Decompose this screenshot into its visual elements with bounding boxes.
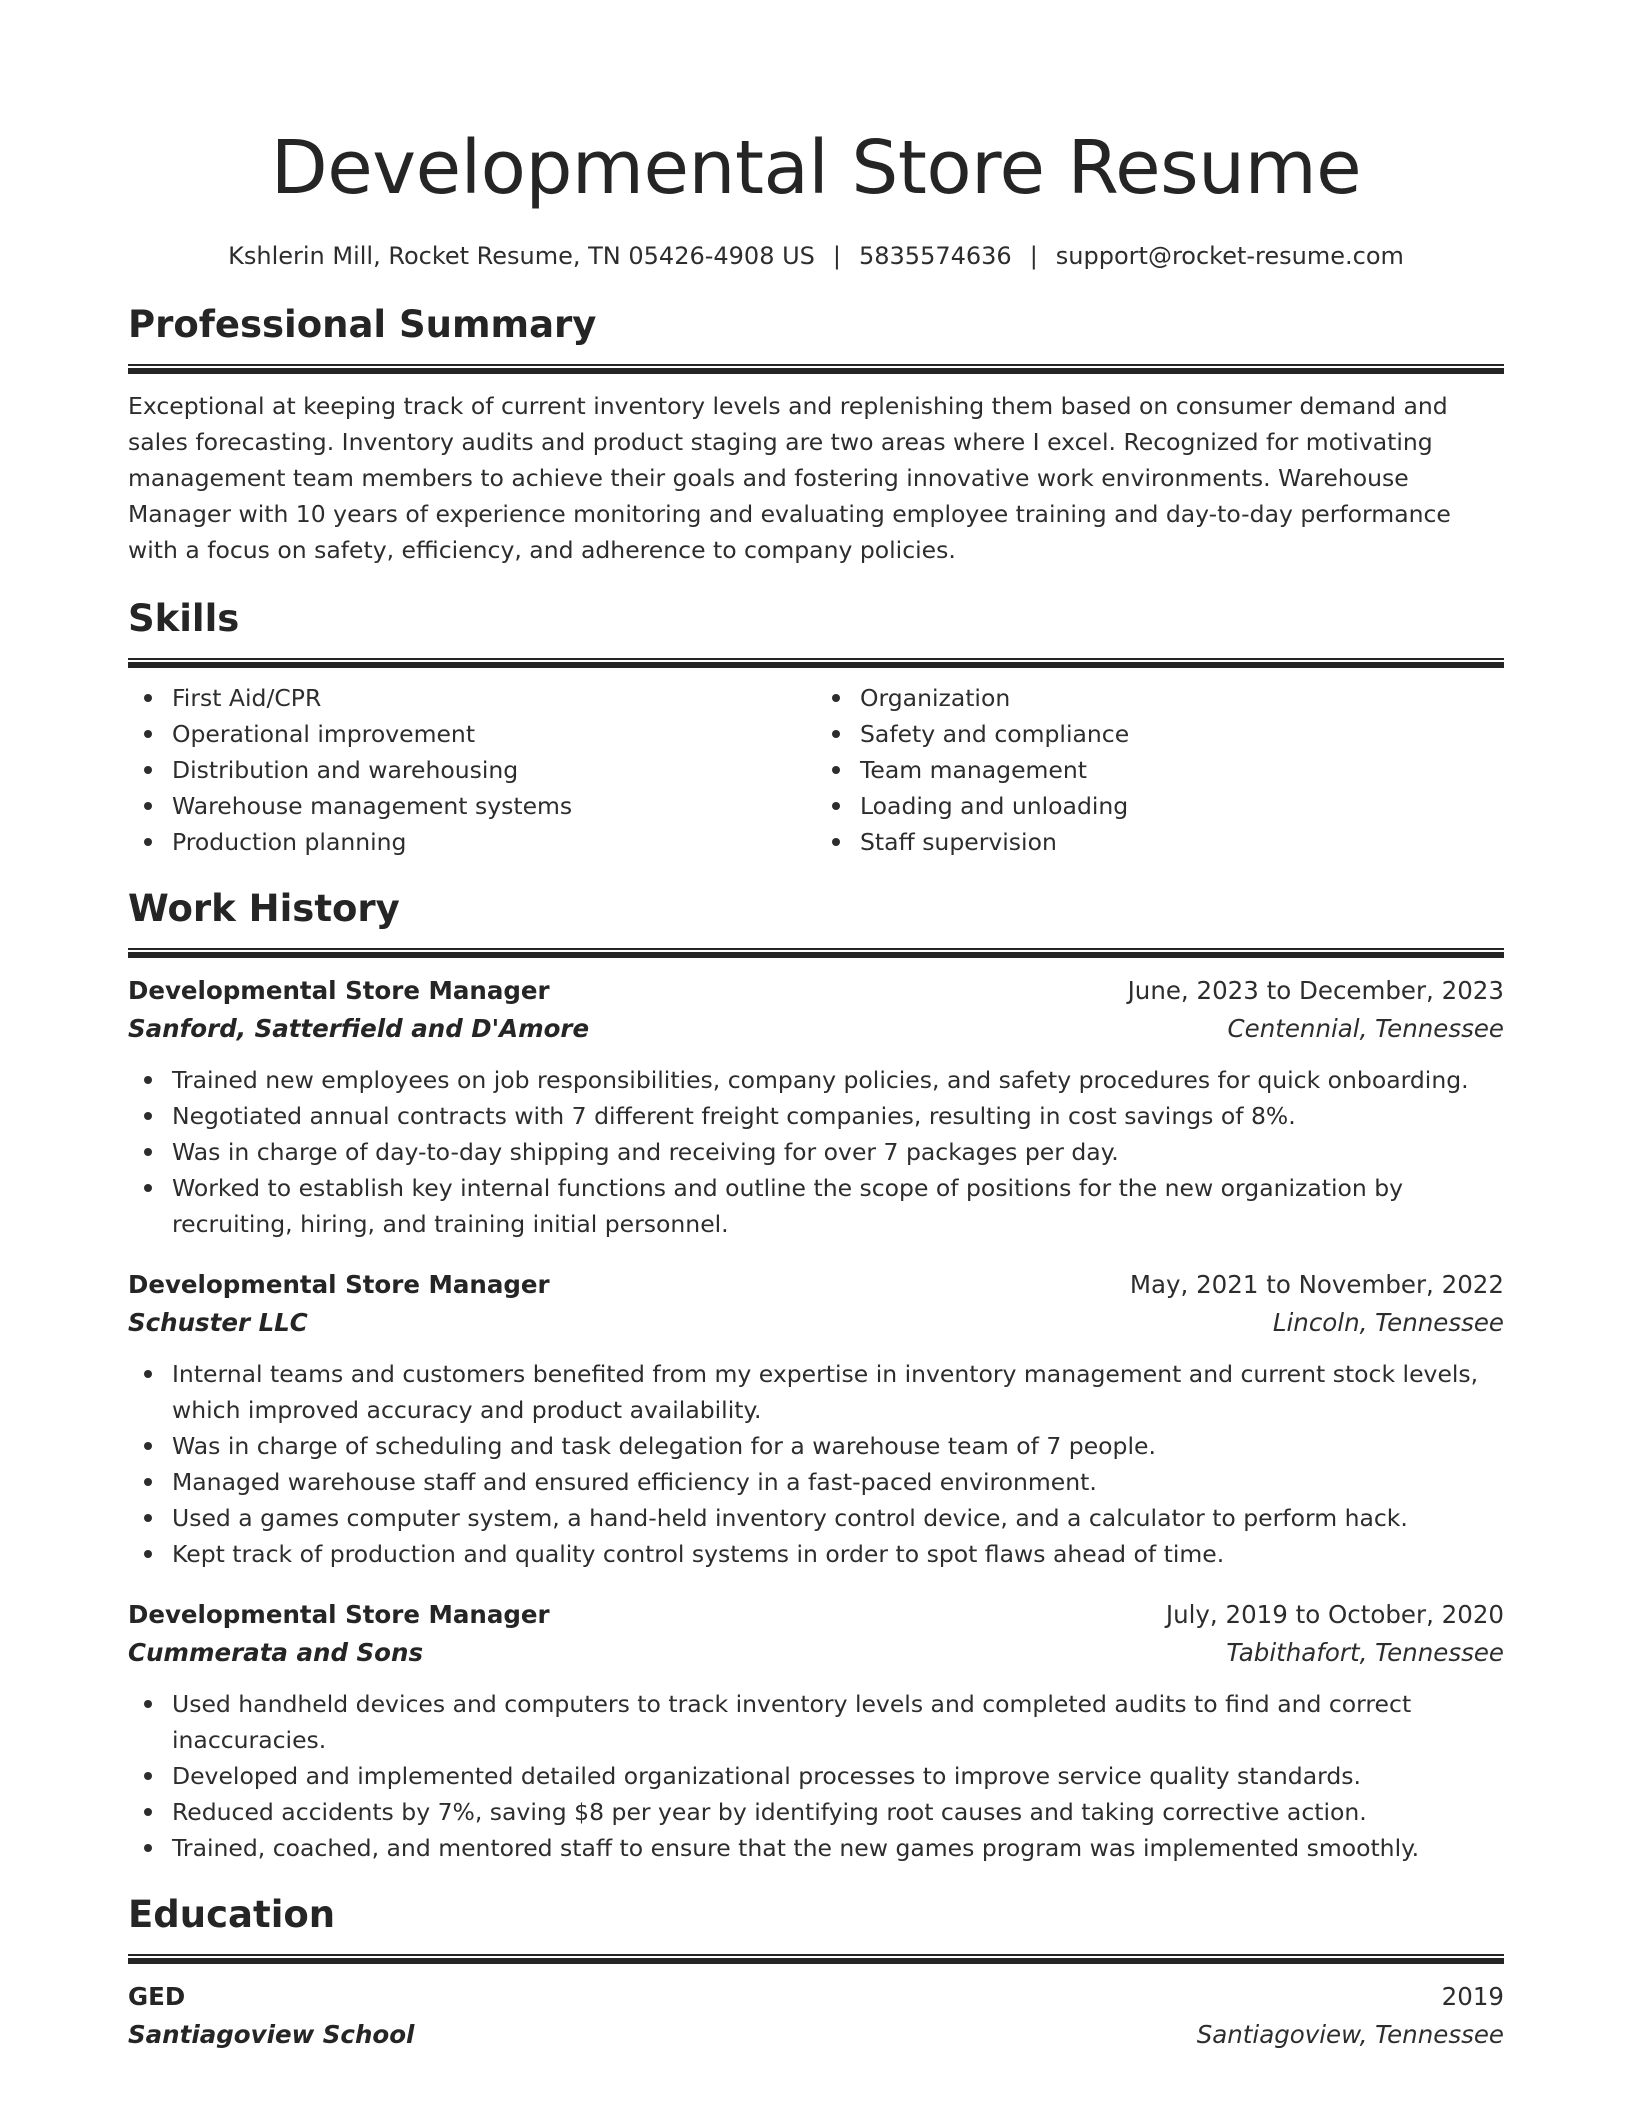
skill-item: Staff supervision (816, 824, 1504, 860)
section-divider (128, 1954, 1504, 1964)
resume-title: Developmental Store Resume (270, 125, 1362, 211)
education-school: Santiagoview School (128, 2020, 415, 2049)
job-location: Tabithafort, Tennessee (1226, 1638, 1504, 1667)
skills-heading: Skills (128, 597, 240, 640)
skill-item: Operational improvement (128, 716, 816, 752)
job-company: Schuster LLC (128, 1308, 308, 1337)
education-degree: GED (128, 1982, 186, 2011)
contact-phone: 5835574636 (859, 242, 1012, 270)
job-dates: June, 2023 to December, 2023 (1127, 976, 1504, 1005)
education-section (128, 1890, 1504, 2054)
summary-heading: Professional Summary (128, 303, 597, 346)
skills-section (128, 594, 1504, 860)
skill-item: Production planning (128, 824, 816, 860)
work-section (128, 884, 1504, 1866)
skill-item: Loading and unloading (816, 788, 1504, 824)
job-bullets (128, 1356, 1504, 1572)
skills-columns (128, 680, 1504, 860)
job-bullet: Negotiated annual contracts with 7 different freight companies, resulting in cost savings of 8%. (128, 1098, 1504, 1134)
job-bullet: Used handheld devices and computers to track inventory levels and completed audits to find and correct inaccuracies. (128, 1686, 1504, 1758)
job-bullet: Trained new employees on job responsibilities, company policies, and safety procedures for quick onboarding. (128, 1062, 1504, 1098)
job-dates: July, 2019 to October, 2020 (1165, 1600, 1504, 1629)
job-bullet: Kept track of production and quality control systems in order to spot flaws ahead of time. (128, 1536, 1504, 1572)
job-bullets (128, 1062, 1504, 1242)
contact-email: support@rocket-resume.com (1055, 242, 1404, 270)
summary-section (128, 300, 1504, 568)
section-divider (128, 658, 1504, 668)
contact-line (128, 240, 1504, 272)
job-entry (128, 972, 1504, 1242)
contact-address: Kshlerin Mill, Rocket Resume, TN 05426-4908 US (228, 242, 815, 270)
job-bullet: Worked to establish key internal functions and outline the scope of positions for the new organization by recruiting, hiring, and training initial personnel. (128, 1170, 1504, 1242)
job-dates: May, 2021 to November, 2022 (1129, 1270, 1504, 1299)
job-bullet: Reduced accidents by 7%, saving $8 per year by identifying root causes and taking corrective action. (128, 1794, 1504, 1830)
job-entry (128, 1266, 1504, 1572)
job-bullet: Managed warehouse staff and ensured efficiency in a fast-paced environment. (128, 1464, 1504, 1500)
job-bullet: Was in charge of scheduling and task delegation for a warehouse team of 7 people. (128, 1428, 1504, 1464)
skills-right-list (816, 680, 1504, 860)
work-heading: Work History (128, 887, 400, 930)
skill-item: Organization (816, 680, 1504, 716)
job-company: Cummerata and Sons (128, 1638, 424, 1667)
skill-item: Warehouse management systems (128, 788, 816, 824)
summary-text: Exceptional at keeping track of current inventory levels and replenishing them based on consumer demand and sales forecasting. Inventory audits and product staging are two areas where I excel. Recognized for motivating management team members to achieve their goals and fostering innovative work environments. Warehouse Manager with 10 years of experience monitoring and evaluating employee training and day-to-day performance with a focus on safety, efficiency, and adherence to company policies. (128, 392, 1451, 564)
section-divider (128, 364, 1504, 374)
skill-item: Team management (816, 752, 1504, 788)
section-divider (128, 948, 1504, 958)
skills-left-list (128, 680, 816, 860)
education-entry (128, 1978, 1504, 2054)
job-location: Lincoln, Tennessee (1272, 1308, 1504, 1337)
contact-separator: | (832, 242, 841, 270)
job-bullet: Was in charge of day-to-day shipping and receiving for over 7 packages per day. (128, 1134, 1504, 1170)
job-location: Centennial, Tennessee (1227, 1014, 1504, 1043)
job-bullet: Trained, coached, and mentored staff to ensure that the new games program was implemented smoothly. (128, 1830, 1504, 1866)
job-company: Sanford, Satterfield and D'Amore (128, 1014, 590, 1043)
job-bullets (128, 1686, 1504, 1866)
job-title: Developmental Store Manager (128, 1270, 550, 1299)
job-title: Developmental Store Manager (128, 976, 550, 1005)
skill-item: Safety and compliance (816, 716, 1504, 752)
job-entry (128, 1596, 1504, 1866)
education-heading: Education (128, 1893, 336, 1936)
education-year: 2019 (1441, 1982, 1504, 2011)
job-bullet: Used a games computer system, a hand-held inventory control device, and a calculator to perform hack. (128, 1500, 1504, 1536)
job-bullet: Developed and implemented detailed organizational processes to improve service quality standards. (128, 1758, 1504, 1794)
contact-separator: | (1029, 242, 1038, 270)
skill-item: Distribution and warehousing (128, 752, 816, 788)
education-location: Santiagoview, Tennessee (1196, 2020, 1504, 2049)
job-bullet: Internal teams and customers benefited from my expertise in inventory management and current stock levels, which improved accuracy and product availability. (128, 1356, 1504, 1428)
job-title: Developmental Store Manager (128, 1600, 550, 1629)
skill-item: First Aid/CPR (128, 680, 816, 716)
